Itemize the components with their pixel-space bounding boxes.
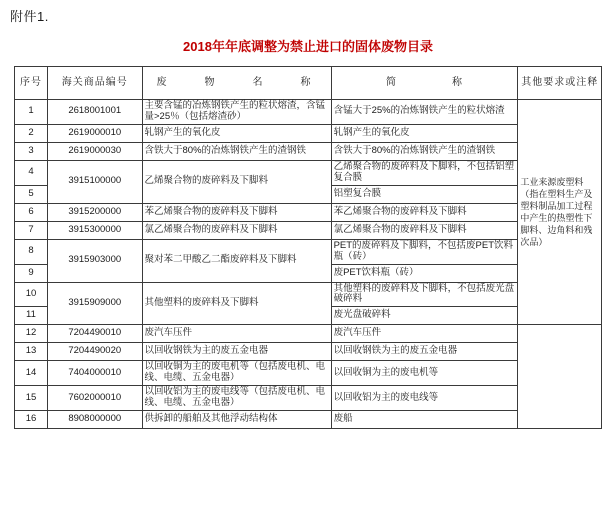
cell-code: 3915909000 — [47, 282, 142, 325]
table-row — [15, 203, 602, 221]
cell-other-empty — [518, 325, 602, 429]
cell-no: 6 — [15, 203, 48, 221]
table-body — [15, 100, 602, 429]
attachment-label: 附件1. — [10, 9, 49, 24]
cell-brief: 乙烯聚合物的废碎料及下脚料，不包括铝塑复合膜 — [331, 160, 518, 185]
table-row — [15, 282, 602, 307]
cell-brief: 苯乙烯聚合物的废碎料及下脚料 — [331, 203, 518, 221]
table-row — [15, 142, 602, 160]
cell-brief: 以回收钢铁为主的废五金电器 — [331, 343, 518, 361]
column-header-other: 其他要求或注释 — [518, 67, 602, 100]
table-header-row — [15, 67, 602, 100]
column-header-no: 序号 — [15, 67, 48, 100]
cell-code: 3915100000 — [47, 160, 142, 203]
table-row — [15, 239, 602, 264]
table-row — [15, 160, 602, 185]
table-row — [15, 386, 602, 411]
cell-no: 11 — [15, 307, 48, 325]
cell-brief: 含铁大于80%的冶炼钢铁产生的渣钢铁 — [331, 142, 518, 160]
table-row — [15, 361, 602, 386]
cell-no: 14 — [15, 361, 48, 386]
cell-code: 3915903000 — [47, 239, 142, 282]
column-header-brief: 简 称 — [331, 67, 518, 100]
cell-name: 以回收钢铁为主的废五金电器 — [142, 343, 331, 361]
cell-brief: PET的废碎料及下脚料，不包括废PET饮料瓶（砖） — [331, 239, 518, 264]
cell-name: 以回收铝为主的废电线等（包括废电机、电线、电缆、五金电器） — [142, 386, 331, 411]
cell-no: 10 — [15, 282, 48, 307]
cell-name: 含铁大于80%的冶炼钢铁产生的渣钢铁 — [142, 142, 331, 160]
cell-no: 15 — [15, 386, 48, 411]
cell-no: 8 — [15, 239, 48, 264]
table-row — [15, 411, 602, 429]
cell-name: 主要含锰的冶炼钢铁产生的粒状熔渣，含锰量>25％（包括熔渣砂） — [142, 100, 331, 125]
cell-other-note: 工业来源废塑料（指在塑料生产及塑料制品加工过程中产生的热塑性下脚料、边角料和残次品） — [518, 100, 602, 325]
cell-name: 乙烯聚合物的废碎料及下脚料 — [142, 160, 331, 203]
cell-no: 13 — [15, 343, 48, 361]
cell-name: 供拆卸的船舶及其他浮动结构体 — [142, 411, 331, 429]
cell-code: 7204490010 — [47, 325, 142, 343]
cell-no: 3 — [15, 142, 48, 160]
cell-no: 1 — [15, 100, 48, 125]
cell-code: 2619000010 — [47, 124, 142, 142]
cell-code: 7602000010 — [47, 386, 142, 411]
table-row — [15, 100, 602, 125]
cell-brief: 铝塑复合膜 — [331, 185, 518, 203]
column-header-code: 海关商品编号 — [47, 67, 142, 100]
cell-brief: 氯乙烯聚合物的废碎料及下脚料 — [331, 221, 518, 239]
cell-code: 2618001001 — [47, 100, 142, 125]
table-row — [15, 124, 602, 142]
table-row — [15, 343, 602, 361]
cell-code: 3915300000 — [47, 221, 142, 239]
cell-brief: 以回收铜为主的废电机等 — [331, 361, 518, 386]
cell-name: 废汽车压件 — [142, 325, 331, 343]
cell-brief: 废PET饮料瓶（砖） — [331, 264, 518, 282]
cell-name: 以回收铜为主的废电机等（包括废电机、电线、电缆、五金电器） — [142, 361, 331, 386]
cell-code: 7204490020 — [47, 343, 142, 361]
cell-no: 12 — [15, 325, 48, 343]
cell-brief: 废汽车压件 — [331, 325, 518, 343]
waste-catalog-table — [14, 66, 602, 429]
cell-brief: 其他塑料的废碎料及下脚料，不包括废光盘破碎料 — [331, 282, 518, 307]
cell-name: 苯乙烯聚合物的废碎料及下脚料 — [142, 203, 331, 221]
cell-no: 7 — [15, 221, 48, 239]
table-row — [15, 325, 602, 343]
cell-code: 7404000010 — [47, 361, 142, 386]
cell-code: 3915200000 — [47, 203, 142, 221]
cell-brief: 轧钢产生的氧化皮 — [331, 124, 518, 142]
cell-no: 9 — [15, 264, 48, 282]
column-header-name: 废 物 名 称 — [142, 67, 331, 100]
cell-brief: 废船 — [331, 411, 518, 429]
document-title: 2018年年底调整为禁止进口的固体废物目录 — [183, 39, 433, 54]
cell-no: 16 — [15, 411, 48, 429]
cell-code: 2619000030 — [47, 142, 142, 160]
table-header — [15, 67, 602, 100]
cell-code: 8908000000 — [47, 411, 142, 429]
cell-brief: 废光盘破碎料 — [331, 307, 518, 325]
cell-name: 轧钢产生的氧化皮 — [142, 124, 331, 142]
cell-no: 2 — [15, 124, 48, 142]
cell-no: 4 — [15, 160, 48, 185]
cell-no: 5 — [15, 185, 48, 203]
cell-name: 聚对苯二甲酸乙二酯废碎料及下脚料 — [142, 239, 331, 282]
cell-name: 氯乙烯聚合物的废碎料及下脚料 — [142, 221, 331, 239]
table-row — [15, 221, 602, 239]
cell-brief: 以回收铝为主的废电线等 — [331, 386, 518, 411]
cell-brief: 含锰大于25%的冶炼钢铁产生的粒状熔渣 — [331, 100, 518, 125]
cell-name: 其他塑料的废碎料及下脚料 — [142, 282, 331, 325]
